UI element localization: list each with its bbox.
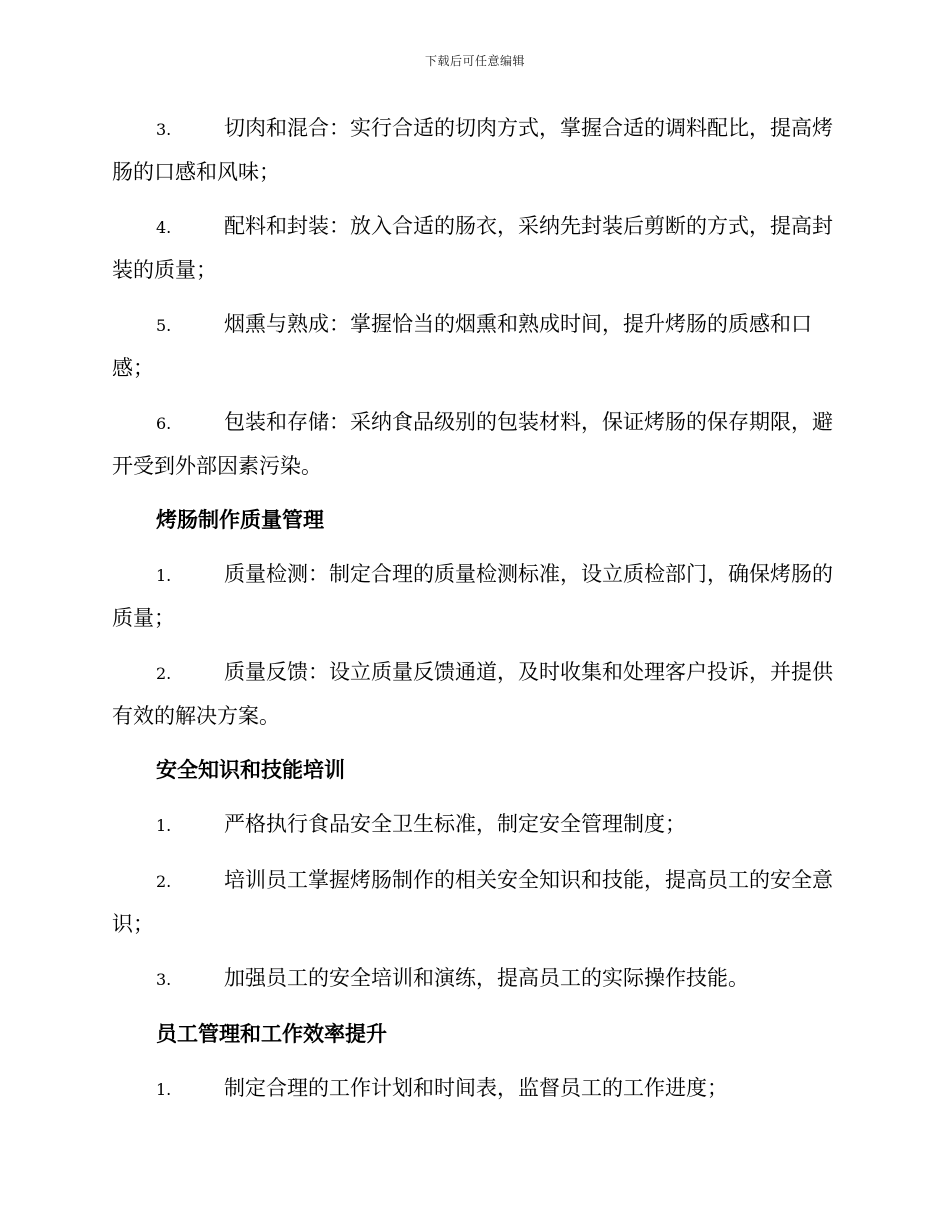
- list-item: [112, 957, 834, 1001]
- list-number: 3.: [156, 970, 172, 989]
- list-text: 质量反馈：设立质量反馈通道，及时收集和处理客户投诉，并提供有效的解决方案。: [112, 660, 833, 728]
- list-item: [112, 107, 834, 193]
- document-body: [112, 107, 834, 1123]
- list-number: 2.: [156, 664, 172, 683]
- page-header: 下载后可任意编辑: [424, 54, 525, 68]
- list-text: 切肉和混合：实行合适的切肉方式，掌握合适的调料配比，提高烤肠的口感和风味；: [112, 116, 833, 184]
- list-item: [112, 205, 834, 291]
- list-number: 5.: [156, 316, 172, 335]
- list-item: [112, 401, 834, 487]
- list-number: 1.: [156, 566, 172, 585]
- list-number: 4.: [156, 218, 172, 237]
- list-number: 1.: [156, 1080, 172, 1099]
- list-text: 配料和封装：放入合适的肠衣，采纳先封装后剪断的方式，提高封装的质量；: [112, 214, 833, 282]
- list-number: 3.: [156, 120, 172, 139]
- list-item: [112, 803, 834, 847]
- list-text: 包装和存储：采纳食品级别的包装材料，保证烤肠的保存期限，避开受到外部因素污染。: [112, 410, 833, 478]
- section-heading: 烤肠制作质量管理: [156, 507, 324, 532]
- list-number: 6.: [156, 414, 172, 433]
- list-text: 质量检测：制定合理的质量检测标准，设立质检部门，确保烤肠的质量；: [112, 562, 833, 630]
- list-text: 烟熏与熟成：掌握恰当的烟熏和熟成时间，提升烤肠的质感和口感；: [112, 312, 812, 380]
- list-number: 1.: [156, 816, 172, 835]
- list-item: [112, 651, 834, 737]
- list-item: [112, 1067, 834, 1111]
- list-item: [112, 553, 834, 639]
- section-heading: 员工管理和工作效率提升: [156, 1021, 387, 1046]
- list-item: [112, 859, 834, 945]
- list-text: 加强员工的安全培训和演练，提高员工的实际操作技能。: [224, 966, 749, 990]
- list-number: 2.: [156, 872, 172, 891]
- section-heading: 安全知识和技能培训: [156, 757, 345, 782]
- list-text: 制定合理的工作计划和时间表，监督员工的工作进度；: [224, 1076, 728, 1100]
- list-text: 严格执行食品安全卫生标准，制定安全管理制度；: [224, 812, 686, 836]
- list-text: 培训员工掌握烤肠制作的相关安全知识和技能，提高员工的安全意识；: [112, 868, 833, 936]
- list-item: [112, 303, 834, 389]
